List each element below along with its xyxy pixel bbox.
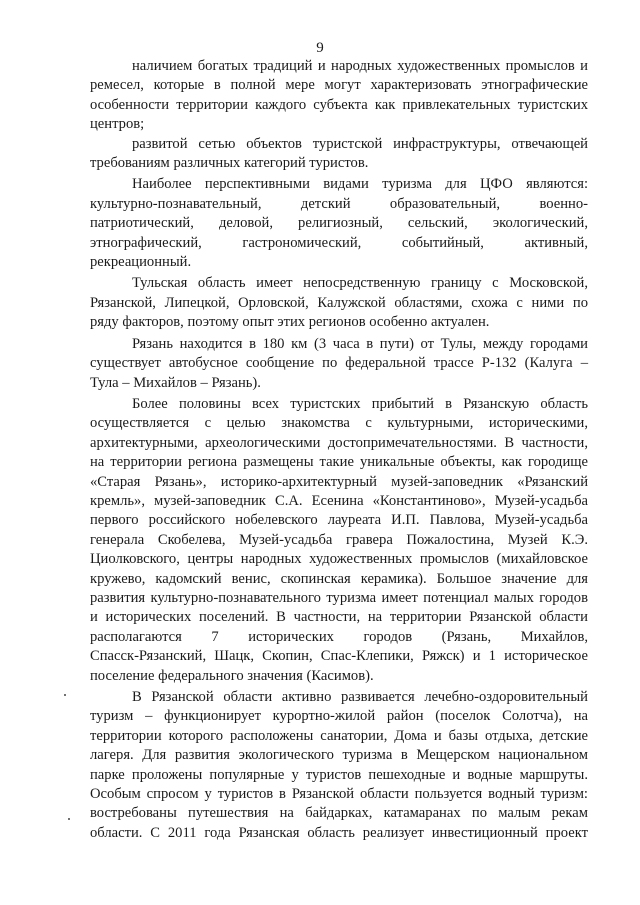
text-line: Тульская область имеет непосредственную границу с Московской,	[132, 275, 588, 292]
text-line: первого российского нобелевского лауреата И.П. Павлова, Музей-усадьба	[90, 512, 588, 529]
text-line: туризм – функционирует курортно-жилой район (поселок Солотча), на	[90, 708, 588, 725]
page-number: 9	[316, 40, 324, 56]
text-line: Циолковского, центры народных художественных промыслов (михайловское	[90, 551, 588, 568]
text-line: «Старая Рязань», историко-архитектурный музей-заповедник «Рязанский	[90, 473, 588, 490]
text-line: развития культурно-познавательного туризма имеет потенциал малых городов	[90, 589, 588, 606]
document-body	[90, 57, 588, 843]
text-line: кремль», музей-заповедник С.А. Есенина «Константиново», Музей-усадьба	[90, 492, 588, 509]
text-line: Тула – Михайлов – Рязань).	[90, 374, 261, 391]
text-line: Спасск-Рязанский, Шацк, Скопин, Спас-Клепики, Ряжск) и 1 историческое	[90, 648, 588, 665]
text-line: и исторических поселений. В частности, на территории Рязанской области	[90, 609, 588, 626]
text-line: парке проложены популярные у туристов пешеходные и водные маршруты.	[90, 766, 588, 783]
text-line: Более половины всех туристских прибытий в Рязанскую область	[132, 395, 588, 412]
text-line: особенности территории каждого субъекта как привлекательных туристских	[90, 96, 588, 113]
text-line: поселение федерального значения (Касимов).	[90, 667, 374, 684]
text-line: генерала Скобелева, Музей-усадьба гравера Пожалостина, Музей К.Э.	[90, 531, 588, 548]
text-line: на территории региона размещены такие уникальные объекты, как городище	[90, 454, 588, 471]
text-line: осуществляется с целью знакомства с культурными, историческими,	[90, 415, 588, 432]
text-line: архитектурными, археологическими достопримечательностями. В частности,	[90, 434, 588, 451]
text-line: патриотический, деловой, религиозный, сельский, экологический,	[90, 215, 588, 232]
scan-speck	[64, 694, 66, 696]
text-line: кружево, кадомский венис, скопинская керамика). Большое значение для	[90, 570, 588, 587]
text-line: В Рязанской области активно развивается лечебно-оздоровительный	[132, 689, 588, 705]
text-line: области. С 2011 года Рязанская область реализует инвестиционный проект	[90, 824, 588, 841]
text-line: лагеря. Для развития экологического туризма в Мещерском национальном	[90, 747, 588, 764]
text-line: центров;	[90, 116, 145, 133]
text-line: территории которого расположены санатории, Дома и базы отдыха, детские	[90, 727, 588, 744]
text-line: востребованы путешествия на байдарках, катамаранах по малым рекам	[90, 805, 588, 822]
text-line: этнографический, гастрономический, событийный, активный,	[90, 234, 588, 251]
text-line: развитой сетью объектов туристской инфраструктуры, отвечающей	[132, 135, 588, 152]
text-line: Наиболее перспективными видами туризма для ЦФО являются:	[132, 176, 588, 193]
text-line: культурно-познавательный, детский образовательный, военно-	[90, 195, 588, 212]
text-line: Рязань находится в 180 км (3 часа в пути) от Тулы, между городами	[132, 335, 588, 352]
text-line: рекреационный.	[90, 254, 192, 271]
text-line: ряду факторов, поэтому опыт этих регионов особенно актуален.	[90, 314, 490, 331]
text-line: наличием богатых традиций и народных художественных промыслов и	[132, 58, 588, 74]
text-line: ремесел, которые в полной мере могут характеризовать этнографические	[90, 77, 588, 94]
text-line: существует автобусное сообщение по федеральной трассе Р-132 (Калуга –	[90, 355, 588, 372]
text-line: Особым спросом у туристов в Рязанской области пользуется водный туризм:	[90, 786, 588, 803]
text-line: Рязанской, Липецкой, Орловской, Калужской областями, схожа с ними по	[90, 294, 588, 311]
text-line: располагаются 7 исторических городов (Рязань, Михайлов,	[90, 628, 588, 645]
scan-speck	[68, 818, 70, 820]
text-line: требованиям различных категорий туристов.	[90, 155, 369, 172]
